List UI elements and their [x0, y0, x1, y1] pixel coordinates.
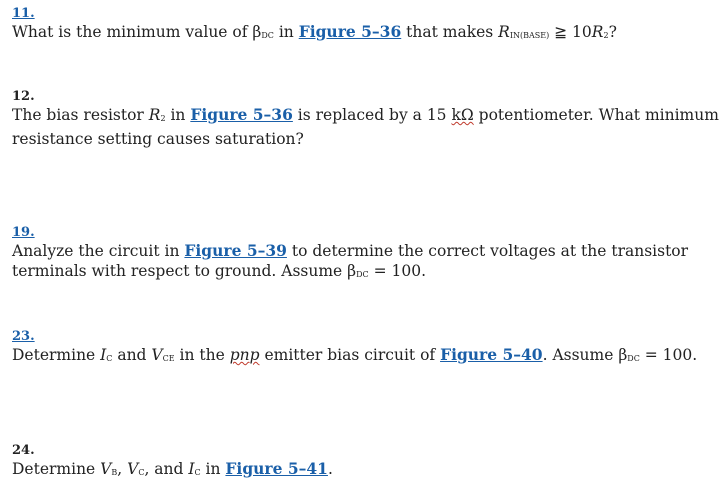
variable: I	[100, 346, 107, 364]
subscript: C	[106, 354, 113, 363]
text: What is the minimum value of β	[12, 23, 262, 41]
subscript: DC	[627, 354, 640, 363]
text: and	[112, 346, 152, 364]
text: Determine	[12, 346, 101, 364]
text: potentiometer. What minimum	[473, 106, 719, 124]
problem-number: 12.	[12, 89, 35, 104]
problem-19	[12, 225, 690, 285]
text: ,	[117, 460, 128, 478]
subscript: DC	[261, 31, 274, 40]
text: . Assume β	[542, 346, 628, 364]
subscript: IN(BASE)	[509, 31, 550, 40]
unit-spellcheck: kΩ	[451, 106, 474, 124]
variable: R	[498, 23, 510, 41]
text: = 100.	[639, 346, 698, 364]
subscript: B	[111, 468, 118, 477]
problem-number: 24.	[12, 443, 35, 458]
subscript: CE	[162, 354, 175, 363]
figure-link[interactable]: Figure 5–39	[184, 241, 287, 260]
problem-text-line2: resistance setting causes saturation?	[12, 130, 304, 148]
text: in	[165, 106, 191, 124]
text: ?	[608, 23, 617, 41]
text: in	[273, 23, 299, 41]
text: , and	[144, 460, 189, 478]
text: emitter bias circuit of	[259, 346, 441, 364]
text: = 100.	[368, 262, 427, 280]
problem-number-link[interactable]: 23.	[12, 329, 35, 344]
variable: R	[591, 23, 604, 41]
problem-text	[12, 345, 698, 369]
problem-number-link[interactable]: 19.	[12, 225, 35, 240]
text: in the	[174, 346, 230, 364]
subscript: 2	[160, 114, 166, 123]
problem-text	[12, 459, 690, 483]
subscript: 2	[603, 31, 609, 40]
text: .	[327, 460, 333, 478]
text: Analyze the circuit in	[12, 242, 185, 260]
subscript: C	[138, 468, 145, 477]
variable: V	[100, 460, 112, 478]
text: to determine the correct voltages at the transistor	[286, 242, 689, 260]
problem-11	[12, 6, 690, 46]
figure-link[interactable]: Figure 5–41	[225, 459, 328, 478]
problem-23	[12, 329, 698, 369]
pnp-spellcheck: pnp	[229, 346, 260, 364]
problem-text-line2	[12, 261, 690, 285]
text: is replaced by a 15	[292, 106, 452, 124]
figure-link[interactable]: Figure 5–40	[440, 345, 543, 364]
problem-text	[12, 105, 719, 129]
text: ≧ 10	[549, 23, 592, 41]
subscript: DC	[356, 270, 369, 279]
problem-text	[12, 22, 690, 46]
problem-24	[12, 443, 690, 483]
figure-link[interactable]: Figure 5–36	[298, 22, 402, 41]
problem-text	[12, 241, 690, 261]
problem-12	[12, 89, 719, 149]
text: Determine	[12, 460, 101, 478]
subscript: C	[194, 468, 201, 477]
text: terminals with respect to ground. Assume β	[12, 262, 357, 280]
problem-number-link[interactable]: 11.	[12, 6, 35, 21]
variable: R	[148, 106, 161, 124]
text: in	[200, 460, 226, 478]
figure-link[interactable]: Figure 5–36	[190, 105, 293, 124]
variable: V	[151, 346, 163, 364]
text: that makes	[401, 23, 499, 41]
variable: I	[188, 460, 195, 478]
variable: V	[127, 460, 139, 478]
text: The bias resistor	[12, 106, 149, 124]
